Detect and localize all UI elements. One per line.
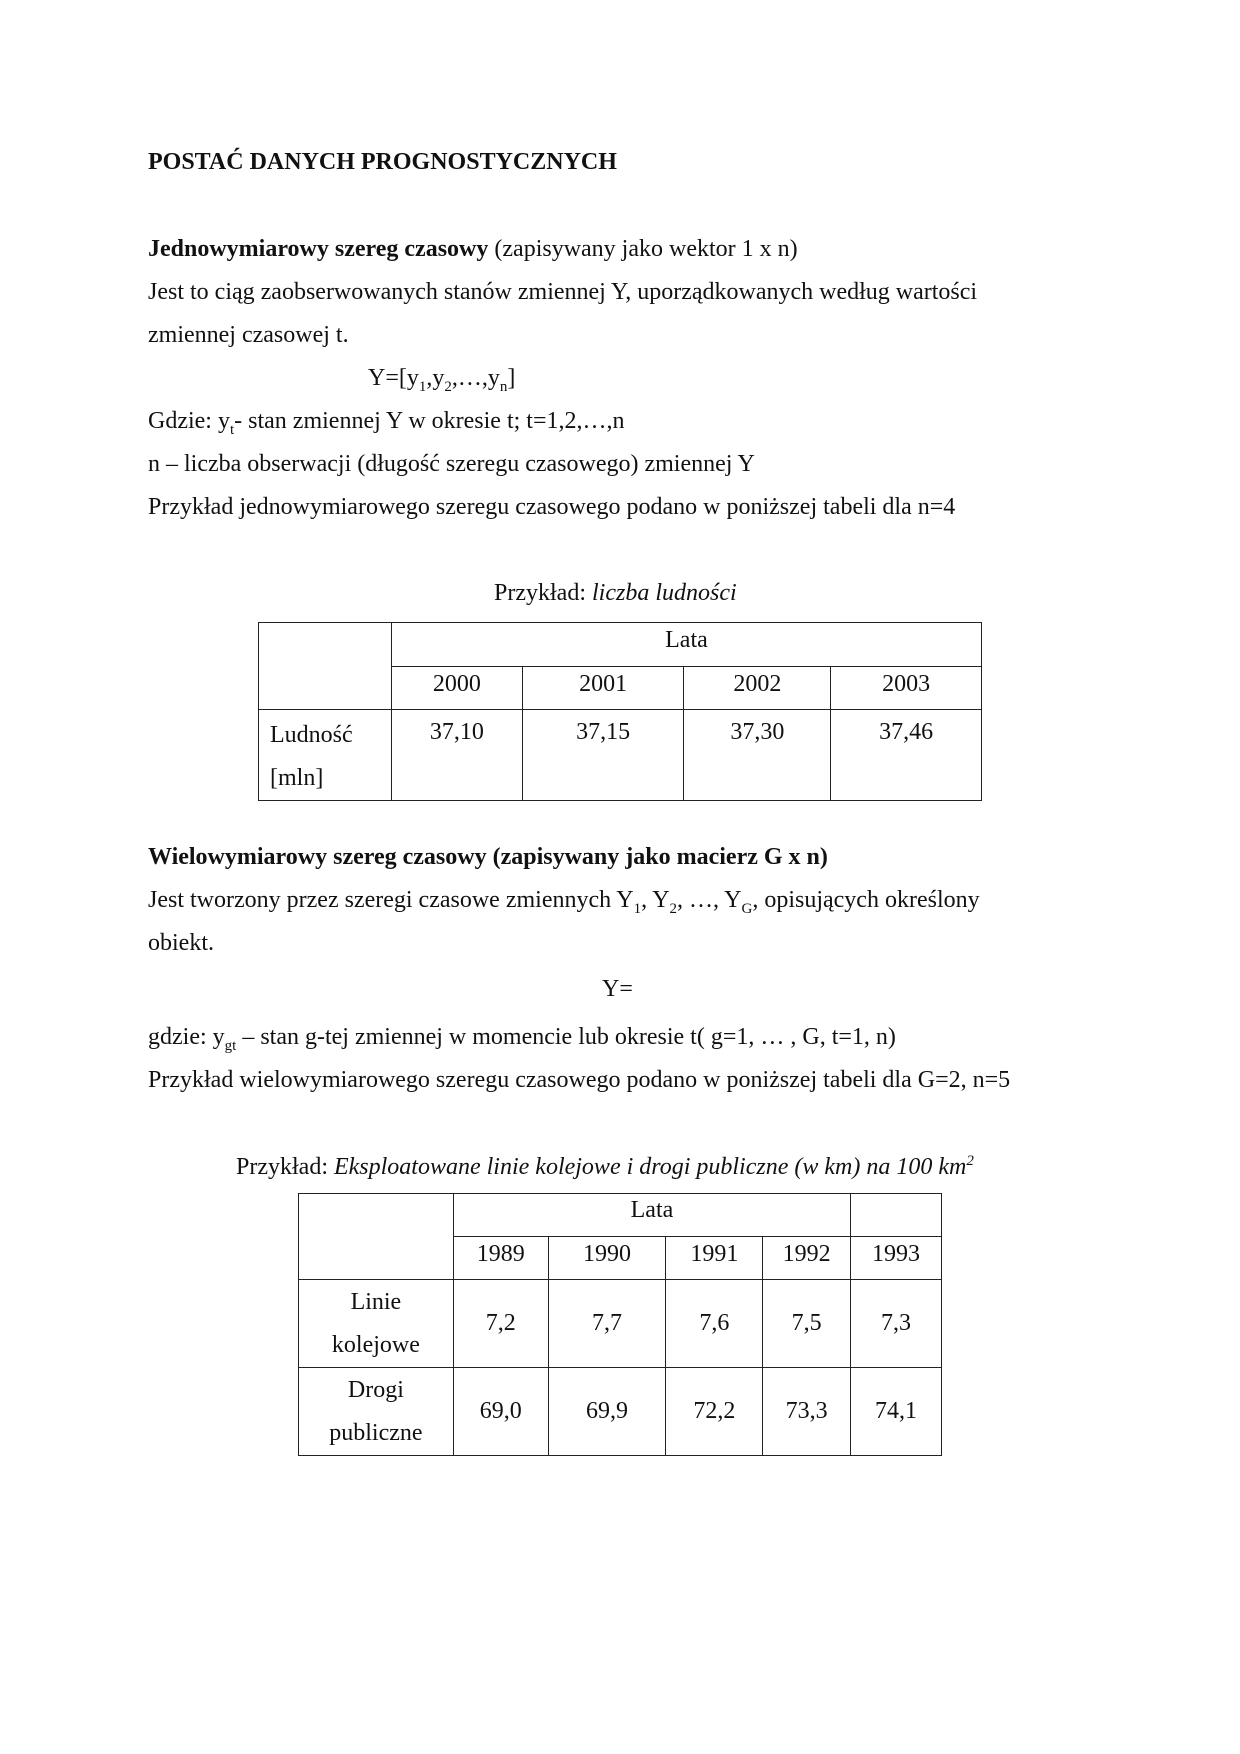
table1-row-label xyxy=(259,710,392,801)
where-sub: t xyxy=(229,421,235,438)
table2-value-cell: 7,5 xyxy=(763,1280,851,1368)
table2-value-cell: 7,3 xyxy=(851,1280,942,1368)
p1-text-b: , Y xyxy=(641,887,670,913)
table2-value-cell: 73,3 xyxy=(763,1368,851,1456)
row-label-line2: publiczne xyxy=(329,1420,423,1446)
table2-value-cell: 69,0 xyxy=(453,1368,548,1456)
table2-row-label xyxy=(299,1368,454,1456)
table1-year-header: 2000 xyxy=(391,667,522,710)
table1-caption-prefix: Przykład: xyxy=(494,580,586,606)
table2-year-header: 1991 xyxy=(666,1237,763,1280)
sub-1: 1 xyxy=(633,900,642,917)
table2-group-header: Lata xyxy=(453,1194,850,1237)
p1-text-a: Jest tworzony przez szeregi czasowe zmiennych Y xyxy=(148,887,634,913)
table2-value-cell: 69,9 xyxy=(548,1368,666,1456)
table2-year-header: 1993 xyxy=(851,1237,942,1280)
row-label-line2: [mln] xyxy=(270,765,324,791)
table1-value-cell: 37,30 xyxy=(684,710,831,801)
table1-caption-title: liczba ludności xyxy=(591,580,737,606)
table2-year-header: 1990 xyxy=(548,1237,666,1280)
table2-value-cell: 74,1 xyxy=(851,1368,942,1456)
where-text-b: - stan zmiennej Y w okresie t; t=1,2,…,n xyxy=(234,408,625,434)
sub-G: G xyxy=(741,900,753,917)
section1-paragraph-line2: zmiennej czasowej t. xyxy=(148,322,349,348)
sub-2: 2 xyxy=(669,900,678,917)
rail-roads-table xyxy=(298,1193,942,1456)
section2-heading: Wielowymiarowy szereg czasowy (zapisywany jako macierz G x n) xyxy=(148,844,828,870)
table1-year-header: 2001 xyxy=(522,667,684,710)
p1-text-d: , opisujących określony xyxy=(752,887,980,913)
section1-paragraph-line1: Jest to ciąg zaobserwowanych stanów zmiennej Y, uporządkowanych według wartości xyxy=(148,279,978,305)
table2-corner-cell xyxy=(299,1194,454,1280)
table1-year-header: 2002 xyxy=(684,667,831,710)
table2-year-header: 1992 xyxy=(763,1237,851,1280)
table2-value-cell: 72,2 xyxy=(666,1368,763,1456)
section1-heading xyxy=(148,234,798,264)
table1-value-cell: 37,10 xyxy=(391,710,522,801)
section1-heading-bold: Jednowymiarowy szereg czasowy xyxy=(148,236,489,262)
table2-empty-header-cell xyxy=(851,1194,942,1237)
table2-caption-title: Eksploatowane linie kolejowe i drogi publiczne (w km) na 100 km xyxy=(333,1154,967,1180)
section2-paragraph-line1 xyxy=(148,885,980,915)
section1-where xyxy=(148,406,625,436)
row-label-line1: Drogi xyxy=(347,1377,404,1403)
table2-value-cell: 7,6 xyxy=(666,1280,763,1368)
table2-caption xyxy=(236,1152,974,1182)
section1-formula: $Y=[y_1,y_2,\dots,y_n]$ xyxy=(368,365,516,395)
table2-year-header: 1989 xyxy=(453,1237,548,1280)
page-title: POSTAĆ DANYCH PROGNOSTYCZNYCH xyxy=(148,149,617,175)
table1-group-header: Lata xyxy=(391,623,981,667)
section2-paragraph-line2: obiekt. xyxy=(148,930,214,956)
section1-example-intro: Przykład jednowymiarowego szeregu czasowego podano w poniższej tabeli dla n=4 xyxy=(148,494,956,520)
section2-where xyxy=(148,1022,896,1052)
table2-row-label xyxy=(299,1280,454,1368)
where2-sub: gt xyxy=(224,1037,237,1054)
section2-example-intro: Przykład wielowymiarowego szeregu czasowego podano w poniższej tabeli dla G=2, n=5 xyxy=(148,1067,1011,1093)
section1-heading-rest: (zapisywany jako wektor 1 x n) xyxy=(494,236,798,262)
table1-value-cell: 37,46 xyxy=(831,710,982,801)
table1-caption xyxy=(494,578,737,608)
table1-year-header: 2003 xyxy=(831,667,982,710)
where2-text-b: – stan g-tej zmiennej w momencie lub okresie t( g=1, … , G, t=1, n) xyxy=(236,1024,896,1050)
population-table xyxy=(258,622,982,801)
table2-value-cell: 7,7 xyxy=(548,1280,666,1368)
table2-value-cell: 7,2 xyxy=(453,1280,548,1368)
table2-caption-sup: 2 xyxy=(966,1153,974,1169)
where2-text-a: gdzie: y xyxy=(148,1024,225,1050)
section1-n-definition: n – liczba obserwacji (długość szeregu czasowego) zmiennej Y xyxy=(148,451,755,477)
where-text-a: Gdzie: y xyxy=(148,408,230,434)
section2-formula: Y= xyxy=(602,976,633,1002)
table1-corner-cell xyxy=(259,623,392,710)
table2-caption-prefix: Przykład: xyxy=(236,1154,328,1180)
row-label-line1: Linie xyxy=(350,1289,402,1315)
p1-text-c: , …, Y xyxy=(677,887,742,913)
row-label-line1: Ludność xyxy=(270,722,353,748)
row-label-line2: kolejowe xyxy=(331,1332,420,1358)
table1-value-cell: 37,15 xyxy=(522,710,684,801)
